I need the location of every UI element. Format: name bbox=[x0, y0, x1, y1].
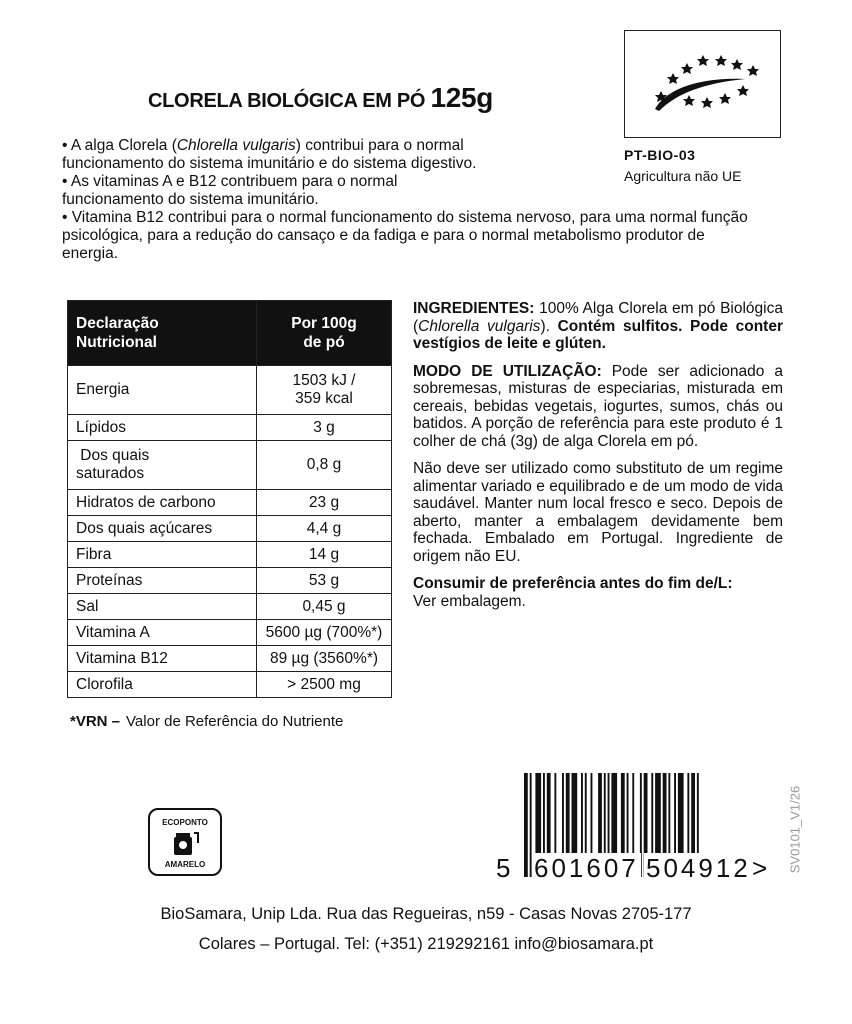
product-weight: 125g bbox=[430, 82, 494, 113]
row-label: Clorofila bbox=[68, 672, 257, 698]
ecoponto-top-label: ECOPONTO bbox=[162, 818, 208, 827]
ecoponto-badge bbox=[148, 808, 222, 876]
table-row bbox=[68, 366, 392, 415]
row-value: > 2500 mg bbox=[257, 672, 392, 698]
row-label: Sal bbox=[68, 594, 257, 620]
nutrition-table bbox=[67, 300, 392, 698]
barcode-group-left: 601607 bbox=[534, 853, 639, 883]
organic-control-code: PT-BIO-03 bbox=[624, 147, 696, 163]
warning-text: Não deve ser utilizado como substituto de um regime alimentar variado e equilibrado e de um modo de vida saudável. Manter num local fresco e seco. Depois de aberto, manter a embalagem devidamente bem fechada. Embalado em Portugal. Ingrediente de origem não EU. bbox=[413, 460, 783, 565]
row-value: 4,4 g bbox=[257, 516, 392, 542]
eu-organic-leaf-icon bbox=[624, 30, 781, 138]
row-value: 0,8 g bbox=[257, 441, 392, 490]
product-info bbox=[413, 300, 783, 620]
print-version-code: SV0101_V1/26 bbox=[787, 785, 803, 874]
vrn-footnote bbox=[70, 713, 343, 730]
usage-instructions: MODO DE UTILIZAÇÃO: Pode ser adicionado a sobremesas, misturas de especiarias, misturada em cereais, bebidas vegetais, iogurtes, sumos, chás ou batidos. A porção de referência para este produto é 1 colher de chá (3g) de alga Clorela em pó. bbox=[413, 362, 783, 450]
barcode-bar bbox=[524, 773, 528, 877]
table-row bbox=[68, 646, 392, 672]
table-row bbox=[68, 441, 392, 490]
row-value: 14 g bbox=[257, 542, 392, 568]
row-label: Dos quais saturados bbox=[68, 441, 257, 490]
row-label: Dos quais açúcares bbox=[68, 516, 257, 542]
recycling-bin-icon bbox=[172, 829, 200, 857]
row-label: Vitamina A bbox=[68, 620, 257, 646]
company-address-line2: Colares – Portugal. Tel: (+351) 219292161 info@biosamara.pt bbox=[198, 935, 654, 953]
nutrition-header-per100: Por 100g de pó bbox=[257, 301, 392, 366]
nutrition-header bbox=[68, 301, 392, 366]
ecoponto-bottom-label: AMARELO bbox=[164, 860, 206, 869]
row-label: Lípidos bbox=[68, 415, 257, 441]
row-label: Proteínas bbox=[68, 568, 257, 594]
nutrition-header-label: Declaração Nutricional bbox=[68, 301, 257, 366]
claim-b12: • Vitamina B12 contribui para o normal funcionamento do sistema nervoso, para uma normal função psicológica, para a redução do cansaço e da fadiga e para o normal metabolismo produtor de energia. bbox=[62, 209, 748, 262]
row-value: 3 g bbox=[257, 415, 392, 441]
row-value: 1503 kJ / 359 kcal bbox=[257, 366, 392, 415]
ingredients: INGREDIENTES: 100% Alga Clorela em pó Biológica (Chlorella vulgaris). Contém sulfitos. Pode conter vestígios de leite e glúten. bbox=[413, 300, 783, 352]
claim-vitamins: • As vitaminas A e B12 contribuem para o normal funcionamento do sistema imunitário. bbox=[62, 173, 398, 208]
table-row bbox=[68, 516, 392, 542]
table-row bbox=[68, 542, 392, 568]
table-row bbox=[68, 594, 392, 620]
claim-chlorella: • A alga Clorela (Chlorella vulgaris) contribui para o normal funcionamento do sistema imunitário e do sistema digestivo. bbox=[62, 137, 477, 172]
barcode bbox=[496, 773, 770, 883]
row-value: 5600 µg (700%*) bbox=[257, 620, 392, 646]
vrn-text: Valor de Referência do Nutriente bbox=[126, 713, 344, 730]
barcode-first-digit: 5 bbox=[496, 853, 511, 883]
row-value: 23 g bbox=[257, 490, 392, 516]
agriculture-origin: Agricultura não UE bbox=[624, 168, 742, 184]
row-label: Vitamina B12 bbox=[68, 646, 257, 672]
table-row bbox=[68, 672, 392, 698]
barcode-quiet-marker: > bbox=[752, 853, 768, 883]
table-row bbox=[68, 568, 392, 594]
company-address-line1: BioSamara, Unip Lda. Rua das Regueiras, n59 - Casas Novas 2705-177 bbox=[160, 905, 692, 923]
barcode-group-right: 504912 bbox=[646, 853, 751, 883]
vrn-label: *VRN – bbox=[70, 713, 121, 730]
table-row bbox=[68, 415, 392, 441]
row-label: Fibra bbox=[68, 542, 257, 568]
row-label: Energia bbox=[68, 366, 257, 415]
product-name: CLORELA BIOLÓGICA EM PÓ bbox=[148, 90, 426, 112]
row-value: 89 µg (3560%*) bbox=[257, 646, 392, 672]
best-before: Consumir de preferência antes do fim de/L: Ver embalagem. bbox=[413, 575, 733, 610]
row-value: 0,45 g bbox=[257, 594, 392, 620]
row-value: 53 g bbox=[257, 568, 392, 594]
health-claims bbox=[62, 137, 802, 263]
table-row bbox=[68, 620, 392, 646]
row-label: Hidratos de carbono bbox=[68, 490, 257, 516]
table-row bbox=[68, 490, 392, 516]
product-title bbox=[148, 82, 493, 114]
